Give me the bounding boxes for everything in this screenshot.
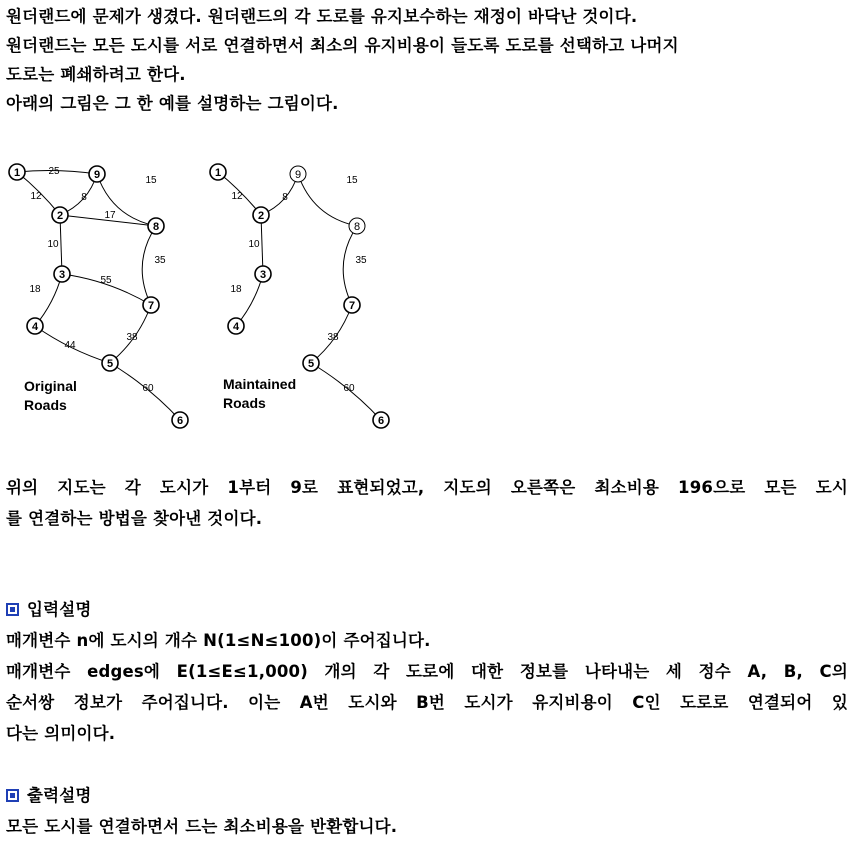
- road-cost-label: 8: [81, 192, 87, 203]
- road-cost-label: 12: [30, 191, 42, 202]
- city-node-label: 5: [307, 358, 315, 370]
- road-cost-label: 35: [355, 255, 367, 266]
- road-cost-label: 8: [282, 192, 288, 203]
- input-line-1: 매개변수 n에 도시의 개수 N(1≤N≤100)이 주어집니다.: [6, 631, 431, 650]
- road-cost-label: 38: [327, 332, 339, 343]
- city-node-label: 7: [348, 300, 356, 312]
- city-node-label: 1: [13, 167, 21, 179]
- city-node-label: 3: [259, 269, 267, 281]
- road-cost-label: 12: [231, 191, 243, 202]
- city-node-label: 8: [152, 221, 160, 233]
- road-cost-label: 60: [343, 383, 355, 394]
- city-node-label: 4: [232, 321, 240, 333]
- city-node-label: 1: [214, 167, 222, 179]
- city-node-label: 6: [377, 415, 385, 427]
- explanation-line-1: 위의 지도는 각 도시가 1부터 9로 표현되었고, 지도의 오른쪽은 최소비용 196으로 모든 도시: [6, 478, 848, 497]
- city-node-label: 5: [106, 358, 114, 370]
- original-label-1: Original: [24, 378, 77, 394]
- section-bullet-icon: [6, 603, 19, 616]
- road-cost-label: 60: [142, 383, 154, 394]
- input-line-4: 다는 의미이다.: [6, 724, 116, 743]
- section-bullet-icon: [6, 789, 19, 802]
- original-label-2: Roads: [24, 397, 67, 413]
- road-cost-label: 15: [346, 175, 358, 186]
- output-section-header: [6, 785, 92, 807]
- road-2-3: [60, 215, 62, 274]
- input-line-2: 매개변수 edges에 E(1≤E≤1,000) 개의 각 도로에 대한 정보를 나타내는 세 정수 A, B, C의: [6, 662, 848, 681]
- road-cost-label: 55: [100, 275, 112, 286]
- city-node-label: 2: [56, 210, 64, 222]
- city-node-label: 7: [147, 300, 155, 312]
- road-cost-label: 18: [29, 284, 41, 295]
- road-cost-label: 15: [145, 175, 157, 186]
- output-line-1: 모든 도시를 연결하면서 드는 최소비용을 반환합니다.: [6, 817, 398, 836]
- road-cost-label: 35: [154, 255, 166, 266]
- road-2-3: [261, 215, 263, 274]
- road-cost-label: 44: [64, 340, 76, 351]
- maintained-label-2: Roads: [223, 395, 266, 411]
- road-cost-label: 10: [248, 239, 260, 250]
- intro-line-4: 아래의 그림은 그 한 예를 설명하는 그림이다.: [6, 94, 339, 113]
- road-cost-label: 18: [230, 284, 242, 295]
- output-section-title: 출력설명: [27, 786, 92, 805]
- city-node-label: 4: [31, 321, 39, 333]
- city-node-label: 2: [257, 210, 265, 222]
- road-cost-label: 10: [47, 239, 59, 250]
- explanation-line-2: 를 연결하는 방법을 찾아낸 것이다.: [6, 509, 263, 528]
- input-section-title: 입력설명: [27, 600, 92, 619]
- city-node-label: 6: [176, 415, 184, 427]
- road-map-figure: [0, 150, 420, 440]
- city-node-label: 9: [294, 169, 302, 181]
- road-cost-label: 38: [126, 332, 138, 343]
- city-node-label: 9: [93, 169, 101, 181]
- intro-line-3: 도로는 폐쇄하려고 한다.: [6, 65, 186, 84]
- city-node-label: 3: [58, 269, 66, 281]
- intro-line-2: 원더랜드는 모든 도시를 서로 연결하면서 최소의 유지비용이 들도록 도로를 선택하고 나머지: [6, 36, 679, 55]
- intro-line-1: 원더랜드에 문제가 생겼다. 원더랜드의 각 도로를 유지보수하는 재정이 바닥난 것이다.: [6, 7, 638, 26]
- road-cost-label: 25: [48, 166, 60, 177]
- road-cost-label: 17: [104, 210, 116, 221]
- maintained-label-1: Maintained: [223, 376, 297, 392]
- input-section-header: [6, 599, 92, 621]
- input-line-3: 순서쌍 정보가 주어집니다. 이는 A번 도시와 B번 도시가 유지비용이 C인 도로로 연결되어 있: [6, 693, 848, 712]
- city-node-label: 8: [353, 221, 361, 233]
